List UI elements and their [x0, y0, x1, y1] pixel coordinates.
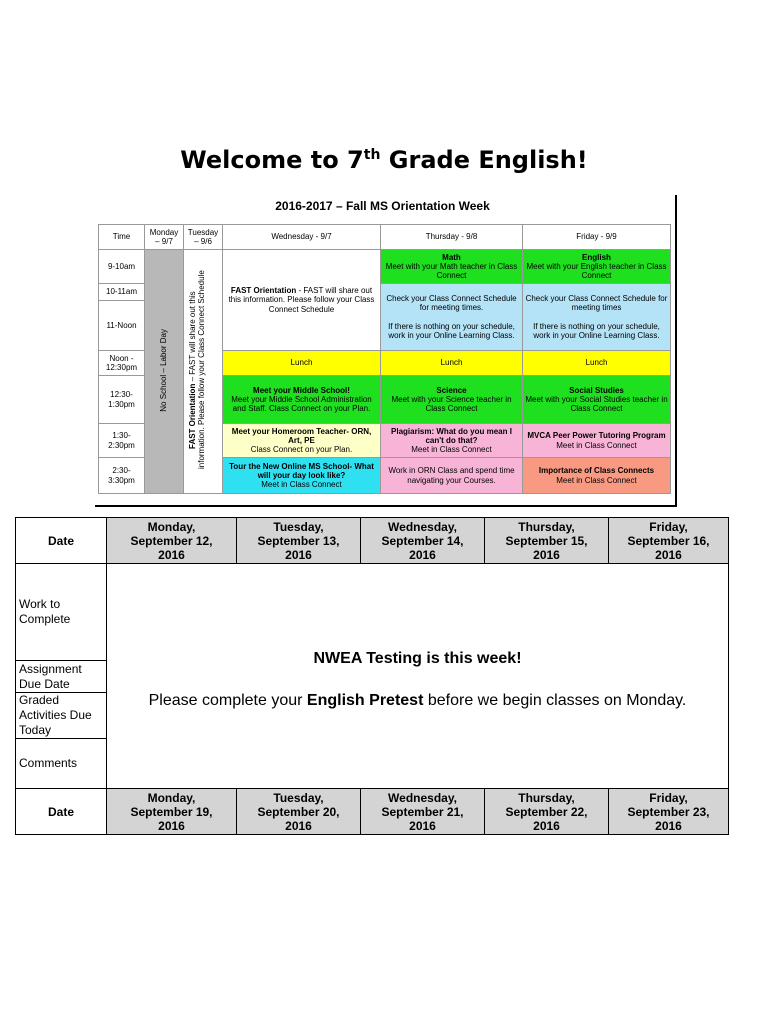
thu-orn-cell: Work in ORN Class and spend time navigating your Courses. — [381, 458, 523, 494]
row-label-comments: Comments — [16, 739, 107, 789]
day-header: Thursday, September 15, 2016 — [485, 518, 609, 564]
fri-importance-cell: Importance of Class Connects Meet in Class Connect — [523, 458, 671, 494]
day-header: Friday, September 23, 2016 — [609, 789, 729, 835]
time-slot: 9-10am — [99, 250, 145, 284]
time-slot: 10-11am — [99, 284, 145, 301]
notice-instructions: Please complete your English Pretest before we begin classes on Monday. — [148, 692, 687, 709]
fri-ss-cell: Social Studies Meet with your Social Studies teacher in Class Connect — [523, 376, 671, 424]
header-tuesday: Tuesday – 9/6 — [184, 225, 223, 250]
monday-note-cell — [145, 250, 184, 494]
day-header: Thursday, September 22, 2016 — [485, 789, 609, 835]
wed-tour-cell: Tour the New Online MS School- What will your day look like? Meet in Class Connect — [223, 458, 381, 494]
wed-fast-cell: FAST Orientation - FAST will share out this information. Please follow your Class Connect Schedule — [223, 250, 381, 351]
orientation-schedule — [95, 195, 677, 507]
day-header: Tuesday, September 13, 2016 — [237, 518, 361, 564]
fri-schedule-cell: Check your Class Connect Schedule for meeting times If there is nothing on your schedule, work in your Online Learning Class. — [523, 284, 671, 351]
notice-headline: NWEA Testing is this week! — [313, 650, 522, 667]
date-label: Date — [16, 518, 107, 564]
header-thursday: Thursday - 9/8 — [381, 225, 523, 250]
row-label-graded: Graded Activities Due Today — [16, 693, 107, 739]
fri-mvca-cell: MVCA Peer Power Tutoring Program Meet in Class Connect — [523, 424, 671, 458]
thu-math-cell: Math Meet with your Math teacher in Class Connect — [381, 250, 523, 284]
day-header: Tuesday, September 20, 2016 — [237, 789, 361, 835]
header-monday: Monday – 9/7 — [145, 225, 184, 250]
day-header: Monday, September 19, 2016 — [107, 789, 237, 835]
wed-homeroom-cell: Meet your Homeroom Teacher- ORN, Art, PE Class Connect on your Plan. — [223, 424, 381, 458]
wed-ms-cell: Meet your Middle School! Meet your Middle School Administration and Staff. Class Connect on your Plan. — [223, 376, 381, 424]
header-time: Time — [99, 225, 145, 250]
page-title: Welcome to 7th Grade English! — [180, 146, 588, 174]
day-header: Wednesday, September 21, 2016 — [361, 789, 485, 835]
wed-lunch: Lunch — [223, 351, 381, 376]
date-label: Date — [16, 789, 107, 835]
time-slot: 11-Noon — [99, 301, 145, 351]
day-header: Friday, September 16, 2016 — [609, 518, 729, 564]
monday-note: No School – Labor Day — [159, 329, 169, 412]
time-slot: 12:30-1:30pm — [99, 376, 145, 424]
fri-english-cell: English Meet with your English teacher in Class Connect — [523, 250, 671, 284]
header-friday: Friday - 9/9 — [523, 225, 671, 250]
orientation-heading: 2016-2017 – Fall MS Orientation Week — [275, 199, 490, 213]
notice-cell — [107, 564, 729, 789]
time-slot: 1:30-2:30pm — [99, 424, 145, 458]
tuesday-note-cell — [184, 250, 223, 494]
row-label-assignment: Assignment Due Date — [16, 661, 107, 693]
day-header: Wednesday, September 14, 2016 — [361, 518, 485, 564]
thu-science-cell: Science Meet with your Science teacher in Class Connect — [381, 376, 523, 424]
time-slot: 2:30-3:30pm — [99, 458, 145, 494]
row-label-work: Work to Complete — [16, 564, 107, 661]
day-header: Monday, September 12, 2016 — [107, 518, 237, 564]
time-slot: Noon - 12:30pm — [99, 351, 145, 376]
weekly-assignment-table — [15, 517, 729, 835]
thu-schedule-cell: Check your Class Connect Schedule for meeting times. If there is nothing on your schedule, work in your Online Learning Class. — [381, 284, 523, 351]
tuesday-note: FAST Orientation – FAST will share out this information. Please follow your Class Connect Schedule — [188, 271, 207, 470]
thu-plagiarism-cell: Plagiarism: What do you mean I can't do that? Meet in Class Connect — [381, 424, 523, 458]
header-wednesday: Wednesday - 9/7 — [223, 225, 381, 250]
orientation-table — [98, 224, 671, 494]
thu-lunch: Lunch — [381, 351, 523, 376]
fri-lunch: Lunch — [523, 351, 671, 376]
